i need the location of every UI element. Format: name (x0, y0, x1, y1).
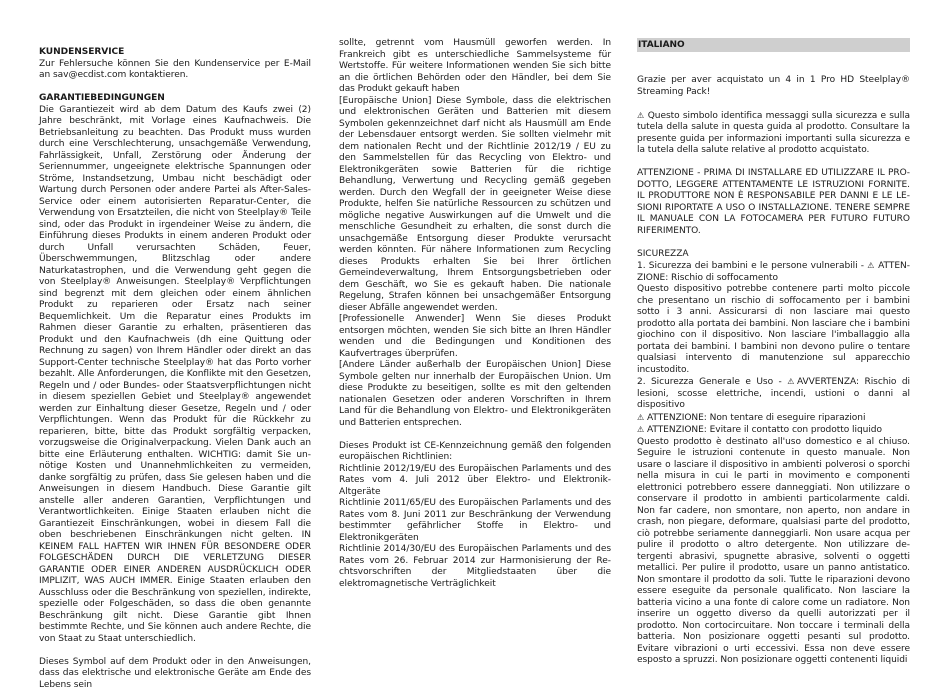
other-countries-text: [Andere Länder außerhalb der Europäischen Union] Diese Symbole gelten nur innerhalb der Europäischen Union. Um diese Produkte zu beseitigen, sollte es mit den geltenden nationalen Gesetzen oder anderen Vorschriften in Ihrem Land für die Behandlung von Elektro- und Elektronikgeräten und Batterien entsprechen. (339, 360, 611, 429)
warning-icon: ⚠ (867, 261, 875, 270)
eu-disposal-text: [Europäische Union] Diese Symbole, dass die elektrischen und elektronischen Geräten und Batterien mit diesem Symbolen gekennzeichnet darf nicht als Hausmüll am Ende der Lebensdauer entsorgt werden. Sie sollten vielmehr mit dem nationalen Recht und der Richtlinie 2012/19 / EU zu den Sammelstellen für das Recycling von Elektro- und Elektronikgeräten sowie Batterien für die richtige Behandlung, Verwertung und Recycling gemäß gegeben werden. Durch den Wegfall der in geeigneter Weise diese Produkte, helfen Sie natürliche Ressourcen zu schützen und mögliche negative Auswirkungen auf die Umwelt und die menschliche Gesundheit zu erhalten, die sonst durch die unsachgemäße Entsorgung dieser Produkte verursacht werden könnten. Für nähere Informationen zum Recycling dieses Produkts erhalten Sie bei Ihrer örtlichen Gemeindeverwaltung, Ihrem Entsorgungsbetrieben oder dem Geschäft, wo Sie es gekauft haben. Die nationale Regelung, Strafen können bei unsachgemäßer Entsorgung dieser Abfälle angewendet werden. (339, 96, 611, 315)
item2-text: Questo prodotto è destinato all'uso domestico e al chiuso. Seguire le istruzioni contenute in questo manuale. Non usare o lasciare il dispositivo in ambienti polverosi o sporchi nella misura in cui le parti in movimento e componenti elettronici potrebbero essere danneggiati. Non utilizzare o conservare il prodotto in ambienti particolarmente caldi. Non far cadere, non smontare, non aperto, non andare in crash, non piegare, deformare, qualsiasi parte del prodotto, ciò potrebbe seriamente danneggiarli. Non usare acqua per pulire il prodotto o altro detergente. Non utilizzare detergenti abrasivi, spugnette abrasive, solventi o oggetti metallici. Per pulire il prodotto, usare un panno antistatico. Non smontare il prodotto da soli. Tutte le riparazioni devono essere eseguite da personale qualificato. Non lasciare la batteria vicino a una fonte di calore come un radiatore. Non inserire un oggetto diverso da quelli autorizzati per il prodotto. Non cortocircuitare. Non toccare i terminali della batteria. Non posizionare oggetti pesanti sul prodotto. Evitare vibrazioni o urti eccessivi. Essa non deve essere esposto a spruzzi. Non posizionare oggetti contenenti liquidi (637, 437, 910, 667)
ce-text: Dieses Produkt ist CE-Kennzeichnung gemäß den folgenden europäischen Richtlinien: (339, 441, 611, 464)
column-german-warranty (39, 47, 311, 691)
column-italian (637, 38, 910, 667)
attention-liquid-text: ATTENZIONE: Evitare il contatto con prodotto liquido (644, 425, 882, 435)
item1-heading (637, 260, 910, 284)
section-header-italiano: ITALIANO (637, 38, 910, 52)
item1-text: Questo dispositivo potrebbe contenere parti molto piccole che presentano un rischio di soffocamento per i bambini sotto i 3 anni. Assicurarsi di non lasciare mai questo prodotto alla portata dei bambini. Non lasciare che i bambini giochino con il dispositivo. Non lasciare l'imballaggio alla portata dei bambini. I bambini non devono pulire o tentare qualsiasi intervento di manutenzione sul apparecchio incustodito. (637, 284, 910, 376)
directive-2014-30: Richtlinie 2014/30/EU des Europäischen Parlaments und des Rates vom 26. Februar 2014 zur Harmonisierung der Rechtsvorschriften der Mitgliedstaaten über die elektromagnetische Verträglichkeit (339, 544, 611, 590)
column-german-disposal (339, 38, 611, 590)
attention-repairs-text: ATTENZIONE: Non tentare di eseguire riparazioni (644, 413, 865, 423)
warning-icon: ⚠ (637, 111, 645, 120)
directive-2011-65: Richtlinie 2011/65/EU des Europäischen Parlaments und des Rates vom 8. Juni 2011 zur Beschränkung der Verwendung bestimmter gefährlicher Stoffe in Elektro- und Elektronikgeräten (339, 498, 611, 544)
attention-liquid (637, 424, 910, 437)
intro-text: Grazie per aver acquistato un 4 in 1 Pro HD Steelplay® Streaming Pack! (637, 75, 910, 98)
attention-repairs (637, 412, 910, 425)
item2-heading (637, 376, 910, 412)
symbol-description: Questo simbolo identifica messaggi sulla sicurezza e sulla tutela della salute in questa guida al prodotto. Consultare la presente guida per informazioni importanti sulla sicurezza e la tutela della salute relative al prodotto acquistato. (637, 111, 910, 156)
item1-title: 1. Sicurezza dei bambini e le persone vulnerabili - (637, 261, 867, 271)
directive-2012-19: Richtlinie 2012/19/EU des Europäischen Parlaments und des Rates vom 4. Juli 2012 über Elektro- und Elektronik-Altgeräte (339, 464, 611, 499)
warning-icon: ⚠ (787, 377, 797, 386)
sicurezza-heading: SICUREZZA (637, 249, 910, 261)
kundenservice-heading: KUNDENSERVICE (39, 47, 311, 59)
kundenservice-text: Zur Fehlersuche können Sie den Kundenservice per E-Mail an sav@ecdist.com kontaktieren. (39, 59, 311, 82)
symbol-paragraph (637, 110, 910, 157)
item2-title: 2. Sicurezza Generale e Uso - (637, 377, 787, 387)
symbol-text: Dieses Symbol auf dem Produkt oder in den Anweisungen, dass das elektrische und elektronische Geräte am Ende des Lebens sein (39, 657, 311, 691)
item1-risk: ATTENZIONE: Rischio di soffocamento (637, 261, 910, 283)
garantie-heading: GARANTIEBEDINGUNGEN (39, 93, 311, 105)
warning-icon: ⚠ (637, 425, 644, 434)
item2-risk: AVVERTENZA: Rischio di lesioni, scosse elettriche, incendi, ustioni o danni al dispositivo (637, 377, 910, 410)
professional-disposal-text: [Professionelle Anwender] Wenn Sie dieses Produkt entsorgen möchten, wenden Sie sich bitte an Ihren Händler wenden und die Bedingungen und Konditionen des Kaufvertrages überprüfen. (339, 314, 611, 360)
garantie-text: Die Garantiezeit wird ab dem Datum des Kaufs zwei (2) Jahre beschränkt, mit Vorlage eines Kaufnachweis. Die Betriebsanleitung zu beachten. Das Produkt muss wurden durch eine Verschlechterung, unsachgemäße Verwendung, Fahrlässigkeit, Unfall, Zerstörung oder Änderung der Seriennummer, ungeeignete elektrische Spannungen oder Ströme, Instandsetzung, Umbau nicht beschädigt oder Wartung durch Personen oder andere Partei als After-Sales-Service oder einem autorisierten Reparatur-Center, die Verwendung von Ersatzteilen, die nicht von Steelplay® Teile sind, oder das Produkt in irgendeiner Weise zu ändern, die Einführung dieses Produkts in einem anderen Produkt oder durch Unfall verursachten Schäden, Feuer, Überschwemmungen, Blitzschlag oder andere Naturkatastrophen, und die Verwendung geht gegen die von Steelplay® Anweisungen. Steelplay® Verpflichtungen sind begrenzt mit dem gleichen oder einem ähnlichen Produkt zu reparieren oder Ersatz nach seiner Bequemlichkeit. Um die Reparatur eines Produkts im Rahmen dieser Garantie zu erhalten, präsentieren das Produkt und den Kaufnachweis (dh eine Quittung oder Rechnung zu sagen) von Ihrem Händler oder direkt an das Support-Center technische Steelplay® hat das Porto vorher bezahlt. Alle Anforderungen, die Konflikte mit den Gesetzen, Regeln und / oder Bundes- oder Staatsverpflichtungen nicht in diesem speziellen Gebiet und Steelplay® angewendet werden zur Einhaltung dieser Gesetze, Regeln und / oder Verpflichtungen. Wenn das Produkt für die Rückkehr zu reparieren, bitte, bitte das Produkt sorgfältig verpacken, vorzugsweise die Originalverpackung. Vielen Dank auch an bitte eine Erläuterung enthalten. WICHTIG: damit Sie unnötige Kosten und Unannehmlichkeiten zu vermeiden, danke sorgfältig zu prüfen, dass Sie gelesen haben und die Anweisungen in diesem Handbuch. Diese Garantie gilt anstelle aller anderen Garantien, Verpflichtungen und Verantwortlichkeiten. Einige Staaten erlauben nicht die Garantiezeit Einschränkungen, wobei in diesem Fall die oben beschriebenen Einschränkungen nicht gelten. IN KEINEM FALL HAFTEN WIR IHNEN FÜR BESONDERE ODER FOLGESCHÄDEN DURCH DIE VERLETZUNG DIESER GARANTIE ODER EINER ANDEREN AUSDRÜCKLICH ODER IMPLIZIT, WAS AUCH IMMER. Einige Staaten erlauben den Ausschluss oder die Beschränkung von speziellen, indirekte, spezielle oder Folgeschäden, so dass die oben genannte Beschränkung gilt nicht. Diese Garantie gibt Ihnen bestimmte Rechte, und Sie können auch andere Rechte, die von Staat zu Staat unterschiedlich. (39, 105, 311, 646)
disposal-text: sollte, getrennt vom Hausmüll geworfen werden. In Frankreich gibt es unterschiedliche Sammelsysteme für Wertstoffe. Für weitere Informationen wenden Sie sich bitte an die örtlichen Behörden oder den Händler, bei dem Sie das Produkt gekauft haben (339, 38, 611, 96)
warning-icon: ⚠ (637, 413, 644, 422)
attention-text: ATTENZIONE - PRIMA DI INSTALLARE ED UTILIZZARE IL PRODOTTO, LEGGERE ATTENTAMENTE LE ISTRUZIONI FORNITE. IL PRODUTTORE NON È RESPONSABILE PER DANNI E LE LESIONI RIPORTATE A USO O INSTALLAZIONE. TENERE SEMPRE IL MANUALE CON LA FOTOCAMERA PER FUTURO FUTURO RIFERIMENTO. (637, 168, 910, 237)
